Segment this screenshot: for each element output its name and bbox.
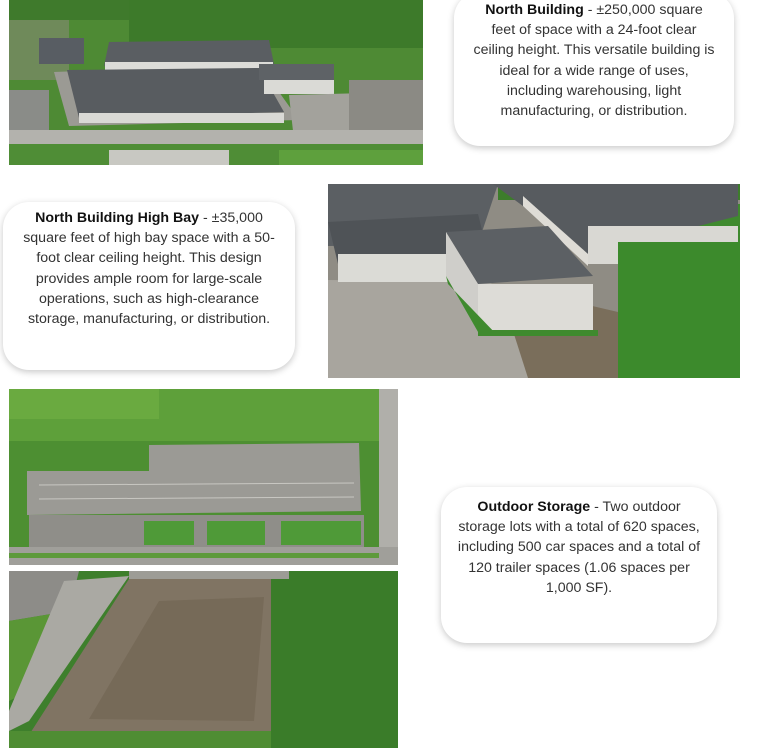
high-bay-description: - ±35,000 square feet of high bay space with a 50-foot clear ceiling height. This design provides ample room for large-scale operations, such as high-clearance storage, manufacturing, or distribution. [23,210,275,328]
north-building-card [454,0,734,146]
outdoor-storage-card [441,487,717,643]
outdoor-storage-photo-1 [9,389,398,565]
high-bay-card [3,202,295,370]
outdoor-storage-photo-2 [9,571,398,748]
north-building-title: North Building [485,2,584,18]
outdoor-storage-title: Outdoor Storage [477,499,591,515]
north-building-description: - ±250,000 square feet of space with a 24-foot clear ceiling height. This versatile building is ideal for a wide range of uses, including warehousing, light manufacturing, or distribution. [473,2,715,120]
north-building-photo [9,0,423,165]
high-bay-title: North Building High Bay [35,210,200,226]
high-bay-photo [328,184,740,378]
outdoor-storage-description: - Two outdoor storage lots with a total of 620 spaces, including 500 car spaces and a total of 120 trailer spaces (1.06 spaces per 1,000 SF). [457,499,701,596]
